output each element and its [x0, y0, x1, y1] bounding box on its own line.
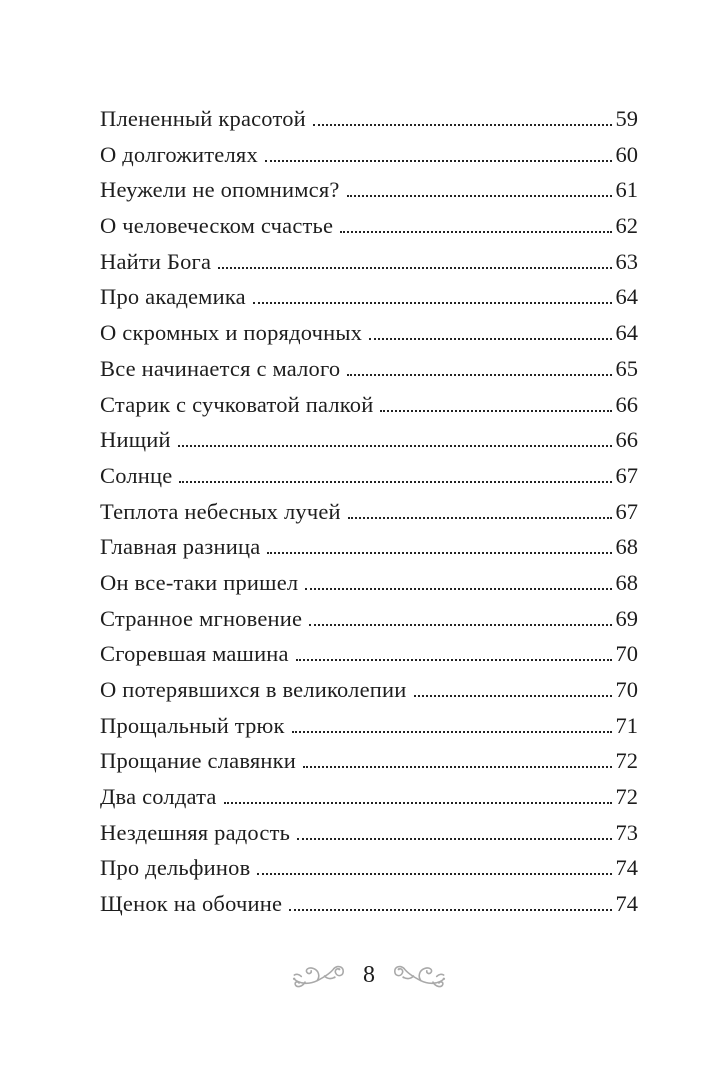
toc-entry-title: О скромных и порядочных	[100, 320, 363, 346]
toc-dot-leader	[309, 624, 611, 626]
page-footer	[100, 956, 638, 996]
toc-entry	[100, 244, 638, 280]
page-number: 8	[363, 962, 375, 988]
toc-entry	[100, 601, 638, 637]
toc-entry	[100, 850, 638, 886]
toc-entry	[100, 422, 638, 458]
toc-entry	[100, 708, 638, 744]
toc-entry-page-number: 69	[615, 605, 638, 631]
toc-entry	[100, 672, 638, 708]
toc-dot-leader	[380, 410, 611, 412]
toc-entry-title: Прощание славянки	[100, 748, 297, 774]
toc-entry-page-number: 73	[615, 819, 638, 845]
toc-dot-leader	[303, 766, 611, 768]
toc-entry-page-number: 74	[615, 855, 638, 881]
toc-dot-leader	[265, 160, 612, 162]
toc-entry-page-number: 68	[615, 569, 638, 595]
toc-entry-page-number: 72	[615, 784, 638, 810]
toc-entry-title: Два солдата	[100, 784, 217, 810]
toc-dot-leader	[348, 517, 612, 519]
toc-dot-leader	[179, 481, 611, 483]
toc-entry-title: Щенок на обочине	[100, 891, 283, 917]
toc-entry-title: Сгоревшая машина	[100, 641, 289, 667]
toc-entry-title: О человеческом счастье	[100, 213, 334, 239]
toc-entry	[100, 494, 638, 530]
toc-dot-leader	[297, 838, 611, 840]
toc-dot-leader	[347, 195, 612, 197]
toc-dot-leader	[253, 302, 612, 304]
toc-entry-page-number: 72	[615, 748, 638, 774]
toc-entry-title: Теплота небесных лучей	[100, 498, 341, 524]
table-of-contents	[100, 101, 638, 922]
toc-entry-page-number: 65	[615, 355, 638, 381]
toc-entry	[100, 636, 638, 672]
toc-entry-title: Нездешняя радость	[100, 819, 291, 845]
toc-entry-page-number: 62	[615, 213, 638, 239]
toc-entry-title: Про дельфинов	[100, 855, 251, 881]
toc-dot-leader	[267, 552, 611, 554]
toc-entry-page-number: 61	[615, 177, 638, 203]
toc-dot-leader	[218, 267, 611, 269]
toc-entry-title: Неужели не опомнимся?	[100, 177, 340, 203]
toc-entry-title: Про академика	[100, 284, 246, 310]
toc-entry-title: Старик с сучковатой палкой	[100, 391, 374, 417]
flourish-ornament-right-icon	[392, 960, 446, 992]
flourish-ornament-left-icon	[292, 960, 346, 992]
toc-entry-title: О долгожителях	[100, 141, 258, 167]
toc-entry	[100, 779, 638, 815]
toc-entry-title: Нищий	[100, 427, 171, 453]
toc-entry	[100, 529, 638, 565]
toc-entry-title: Все начинается с малого	[100, 355, 341, 381]
toc-entry-title: Прощальный трюк	[100, 712, 285, 738]
toc-entry	[100, 743, 638, 779]
toc-dot-leader	[369, 338, 611, 340]
toc-entry-page-number: 67	[615, 498, 638, 524]
toc-entry-page-number: 68	[615, 534, 638, 560]
toc-entry-title: Странное мгновение	[100, 605, 303, 631]
toc-dot-leader	[340, 231, 611, 233]
toc-entry	[100, 315, 638, 351]
toc-entry	[100, 351, 638, 387]
toc-entry-title: О потерявшихся в великолепии	[100, 677, 407, 702]
toc-dot-leader	[347, 374, 611, 376]
toc-dot-leader	[305, 588, 611, 590]
toc-dot-leader	[224, 802, 612, 804]
toc-entry	[100, 279, 638, 315]
toc-entry-page-number: 59	[615, 106, 638, 131]
toc-entry-page-number: 64	[615, 284, 638, 310]
toc-entry-page-number: 70	[615, 677, 638, 702]
toc-entry-title: Солнце	[100, 462, 173, 488]
toc-entry	[100, 101, 638, 137]
toc-entry	[100, 137, 638, 173]
toc-dot-leader	[292, 731, 612, 733]
toc-entry	[100, 172, 638, 208]
toc-entry-page-number: 63	[615, 248, 638, 274]
toc-entry-page-number: 60	[615, 141, 638, 167]
toc-dot-leader	[289, 909, 611, 911]
toc-dot-leader	[257, 873, 611, 875]
toc-entry-page-number: 66	[615, 427, 638, 453]
toc-entry	[100, 565, 638, 601]
toc-entry	[100, 458, 638, 494]
toc-dot-leader	[296, 659, 612, 661]
toc-entry	[100, 815, 638, 851]
toc-entry-title: Плененный красотой	[100, 106, 306, 131]
toc-entry-page-number: 64	[615, 320, 638, 346]
toc-entry	[100, 886, 638, 922]
toc-dot-leader	[178, 445, 612, 447]
toc-dot-leader	[414, 695, 612, 697]
toc-entry-page-number: 66	[615, 391, 638, 417]
toc-entry-page-number: 71	[615, 712, 638, 738]
toc-entry-page-number: 70	[615, 641, 638, 667]
toc-entry-page-number: 74	[615, 891, 638, 917]
toc-entry-title: Главная разница	[100, 534, 261, 560]
toc-entry-title: Найти Бога	[100, 248, 212, 274]
toc-entry-page-number: 67	[615, 462, 638, 488]
toc-dot-leader	[313, 124, 612, 126]
toc-entry	[100, 387, 638, 423]
toc-entry	[100, 208, 638, 244]
toc-entry-title: Он все-таки пришел	[100, 569, 299, 595]
